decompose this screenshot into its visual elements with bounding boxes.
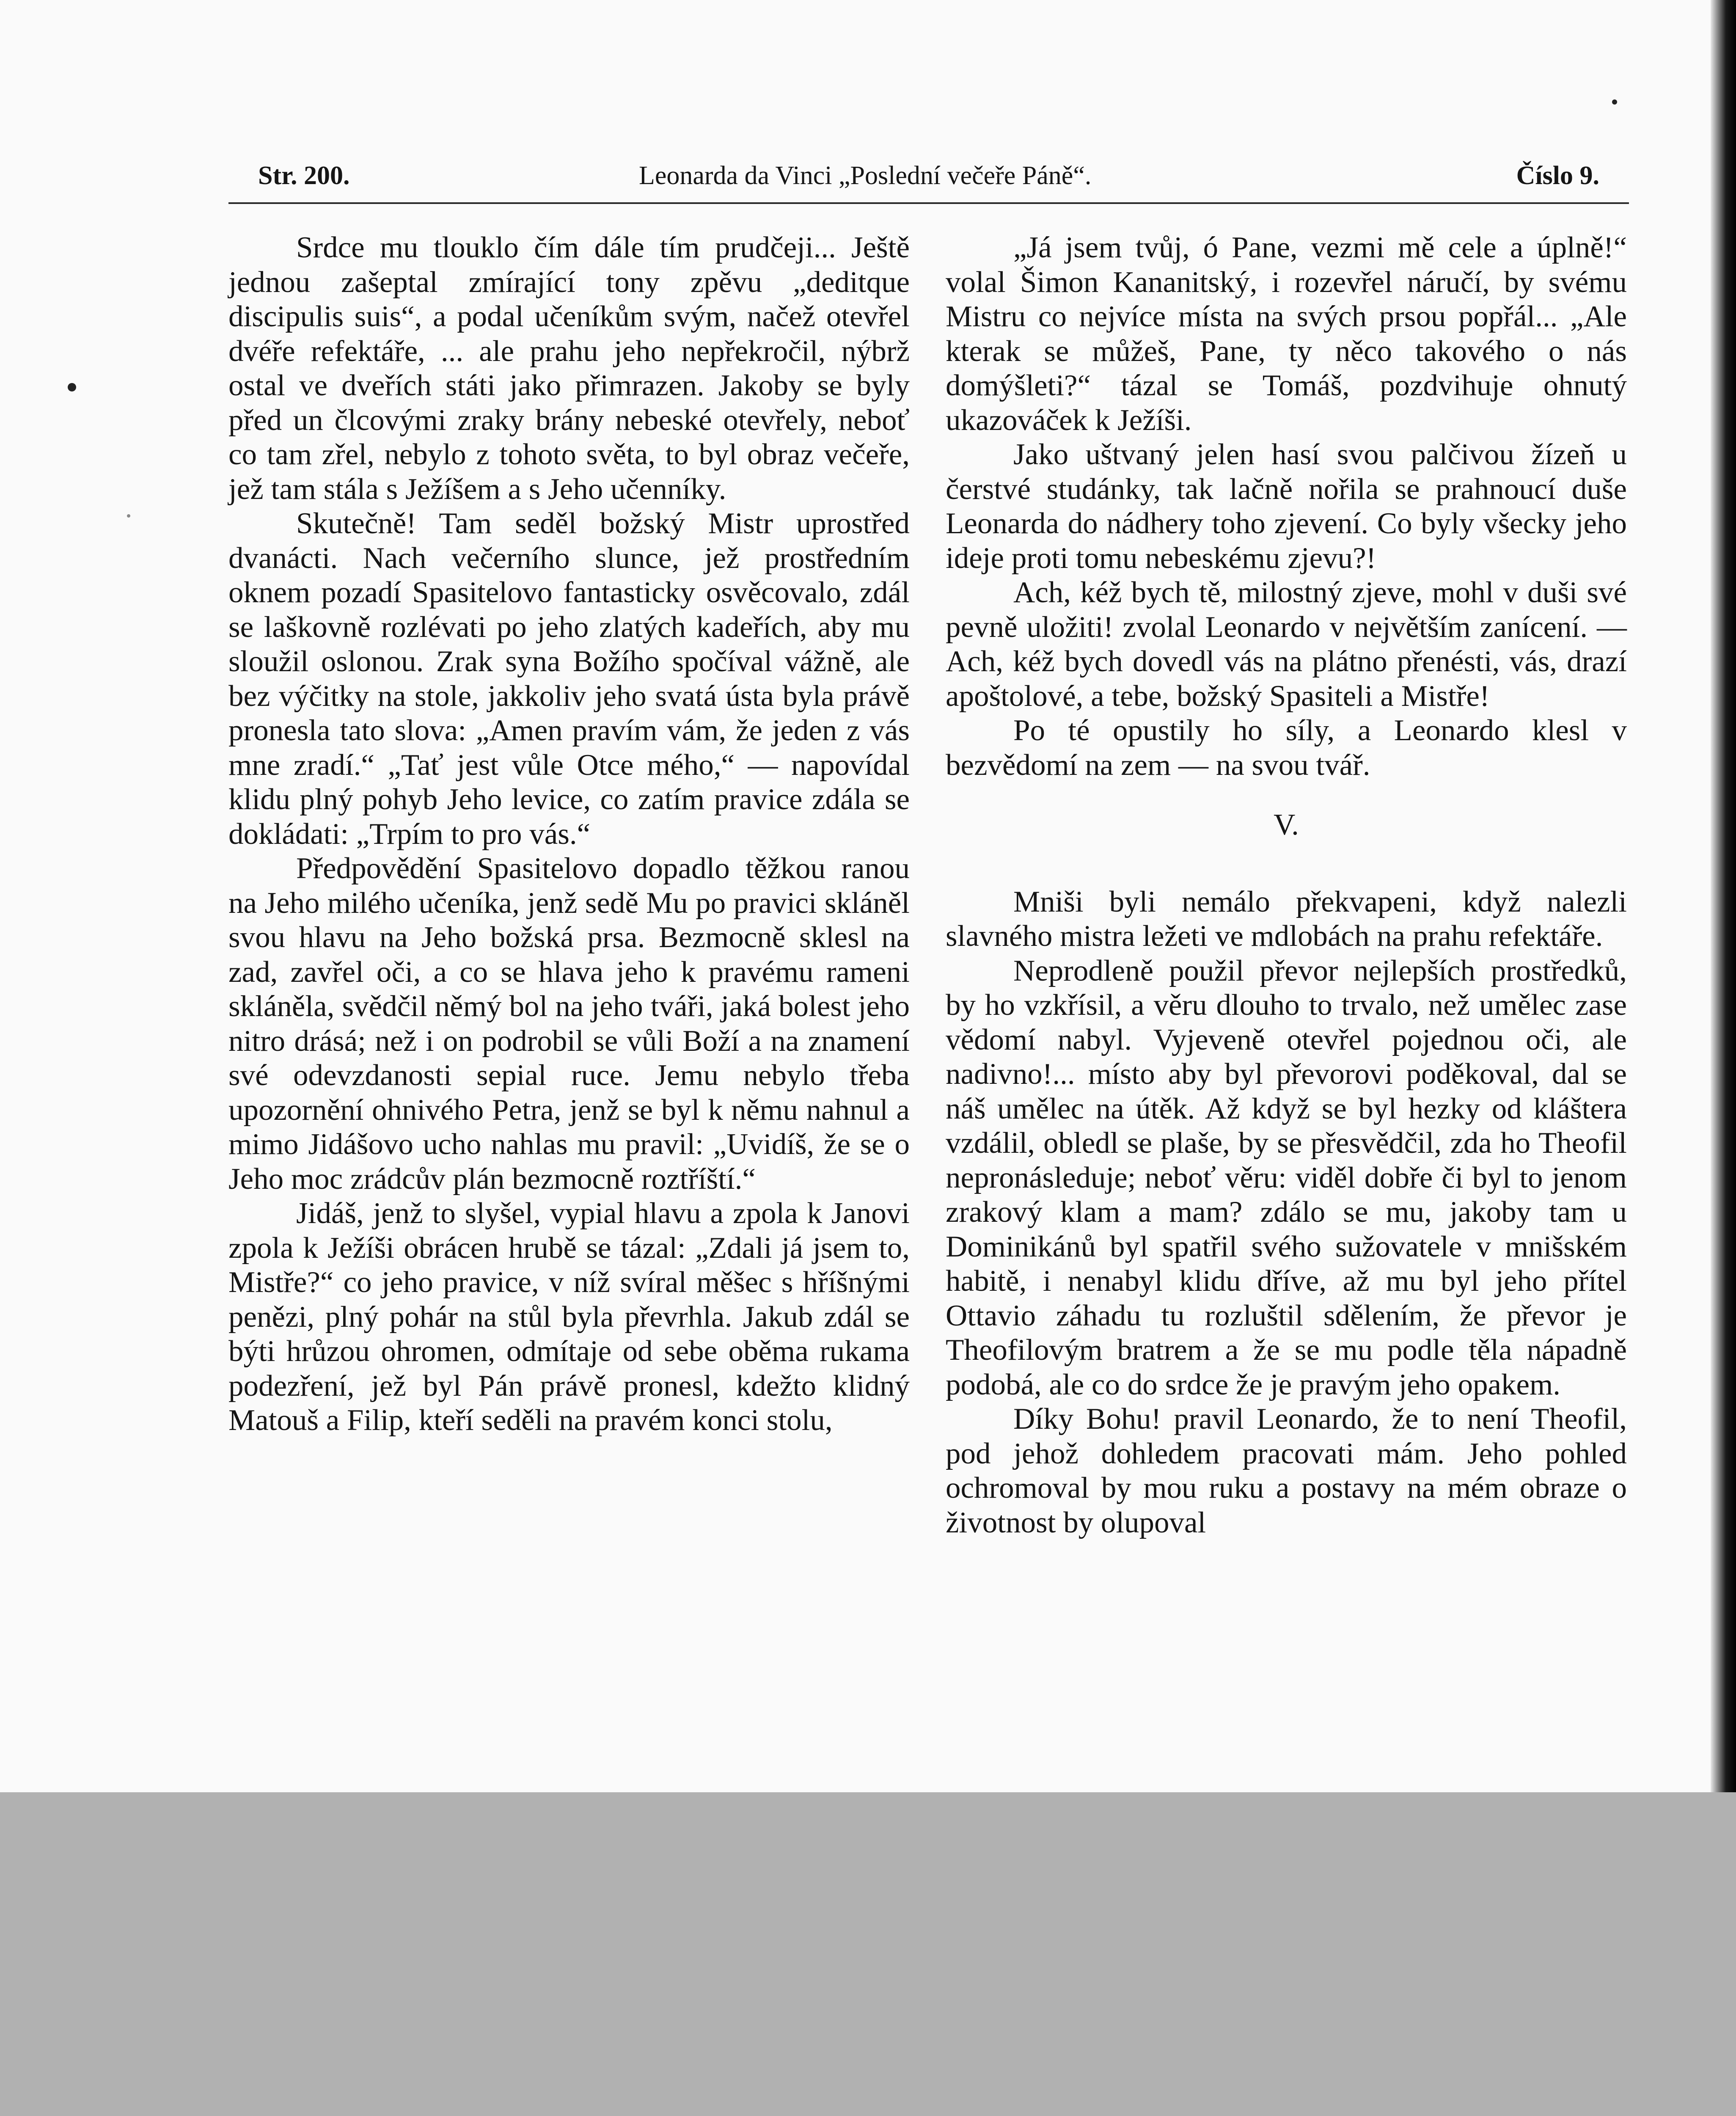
paragraph: Předpovědění Spasitelovo dopadlo těžkou ranou na Jeho milého učeníka, jenž sedě Mu po pravici skláněl svou hlavu na Jeho božská prsa. Bezmocně sklesl na zad, zavřel oči, a co se hlava jeho k pravému rameni skláněla, svědčil němý bol na jeho tváři, jaká bolest jeho nitro drásá; než i on podrobil se vůli Boží a na znamení své odevzdanosti sepial ruce. Jemu nebylo třeba upozornění ohnivého Petra, jenž se byl k němu nahnul a mimo Jidášovo ucho nahlas mu pravil: „Uvidíš, že se o Jeho moc zrádcův plán bezmocně roztříští.“	[228, 852, 910, 1196]
paragraph: Mniši byli nemálo překvapeni, když nalezli slavného mistra ležeti ve mdlobách na prahu refektáře.	[946, 885, 1627, 953]
paragraph: Skutečně! Tam seděl božský Mistr uprostřed dvanácti. Nach večerního slunce, jež prostředním oknem pozadí Spasitelovo fantasticky osvěcovalo, zdál se laškovně rozlévati po jeho zlatých kadeřích, aby mu sloužil oslonou. Zrak syna Božího spočíval vážně, ale bez výčitky na stole, jakkoliv jeho svatá ústa byla právě pronesla tato slova: „Amen pravím vám, že jeden z vás mne zradí.“ „Tať jest vůle Otce mého,“ — napovídal klidu plný pohyb Jeho levice, co zatím pravice zdála se dokládati: „Trpím to pro vás.“	[228, 507, 910, 851]
right-column	[946, 231, 1627, 1540]
running-header	[258, 161, 1599, 199]
paragraph: Díky Bohu! pravil Leonardo, že to není Theofil, pod jehož dohledem pracovati mám. Jeho pohled ochromoval by mou ruku a postavy na mém obraze o životnost by olupoval	[946, 1402, 1627, 1539]
page-number: Str. 200.	[258, 161, 350, 190]
running-title: Leonarda da Vinci „Poslední večeře Páně“.	[639, 161, 1092, 190]
paragraph: Jako uštvaný jelen hasí svou palčivou žízeň u čerstvé studánky, tak lačně nořila se prahnoucí duše Leonarda do nádhery toho zjevení. Co byly všecky jeho ideje proti tomu nebeskému zjevu?!	[946, 438, 1627, 575]
paragraph: Srdce mu tlouklo čím dále tím prudčeji... Ještě jednou zašeptal zmírající tony zpěvu „deditque discipulis suis“, a podal učeníkům svým, načež otevřel dvéře refektáře, ... ale prahu jeho nepřekročil, nýbrž ostal ve dveřích státi jako přimrazen. Jakoby se byly před un člcovými zraky brány nebeské otevřely, neboť co tam zřel, nebylo z tohoto světa, to byl obraz večeře, jež tam stála s Ježíšem a s Jeho učenníky.	[228, 231, 910, 506]
page-edge-shadow	[1711, 0, 1736, 1792]
paragraph: Ach, kéž bych tě, milostný zjeve, mohl v duši své pevně uložiti! zvolal Leonardo v největším zanícení. — Ach, kéž bych dovedl vás na plátno přenésti, vás, drazí apoštolové, a tebe, božský Spasiteli a Mistře!	[946, 576, 1627, 713]
left-column	[228, 231, 910, 1438]
scan-speck	[68, 383, 76, 391]
paragraph: Neprodleně použil převor nejlepších prostředků, by ho vzkřísil, a věru dlouho to trvalo, než umělec zase vědomí nabyl. Vyjeveně otevřel pojednou oči, ale nadivno!... místo aby byl převorovi poděkoval, dal se náš umělec na útěk. Až když se byl hezky od kláštera vzdálil, obledl se plaše, by se přesvědčil, zda ho Theofil nepronásleduje; neboť věru: viděl dobře či byl to jenom zrakový klam a mam? zdálo se mu, jakoby tam u Dominikánů byl spatřil svého sužovatele v mnišském habitě, i nenabyl klidu dříve, až mu byl jeho přítel Ottavio záhadu tu rozluštil sdělením, že převor je Theofilovým bratrem a že se mu podle těla nápadně podobá, ale co do srdce že je pravým jeho opakem.	[946, 954, 1627, 1401]
scan-speck	[127, 514, 130, 518]
section-heading: V.	[1274, 808, 1299, 841]
paragraph: Jidáš, jenž to slyšel, vypial hlavu a zpola k Janovi zpola k Ježíši obrácen hrubě se tázal: „Zdali já jsem to, Mistře?“ co jeho pravice, v níž svíral měšec s hříšnými penězi, plný pohár na stůl byla převrhla. Jakub zdál se býti hrůzou ohromen, odmítaje od sebe oběma rukama podezření, jež byl Pán právě pronesl, kdežto klidný Matouš a Filip, kteří seděli na pravém konci stolu,	[228, 1197, 910, 1437]
paragraph: „Já jsem tvůj, ó Pane, vezmi mě cele a úplně!“ volal Šimon Kananitský, i rozevřel náručí, by svému Mistru co nejvíce místa na svých prsou popřál... „Ale kterak se můžeš, Pane, ty něco takového o nás domýšleti?“ tázal se Tomáš, pozdvihuje ohnutý ukazováček k Ježíši.	[946, 231, 1627, 437]
paragraph: Po té opustily ho síly, a Leonardo klesl v bezvědomí na zem — na svou tvář.	[946, 714, 1627, 782]
scan-speck	[1612, 99, 1617, 105]
issue-number: Číslo 9.	[1516, 161, 1599, 190]
header-rule	[228, 202, 1629, 204]
